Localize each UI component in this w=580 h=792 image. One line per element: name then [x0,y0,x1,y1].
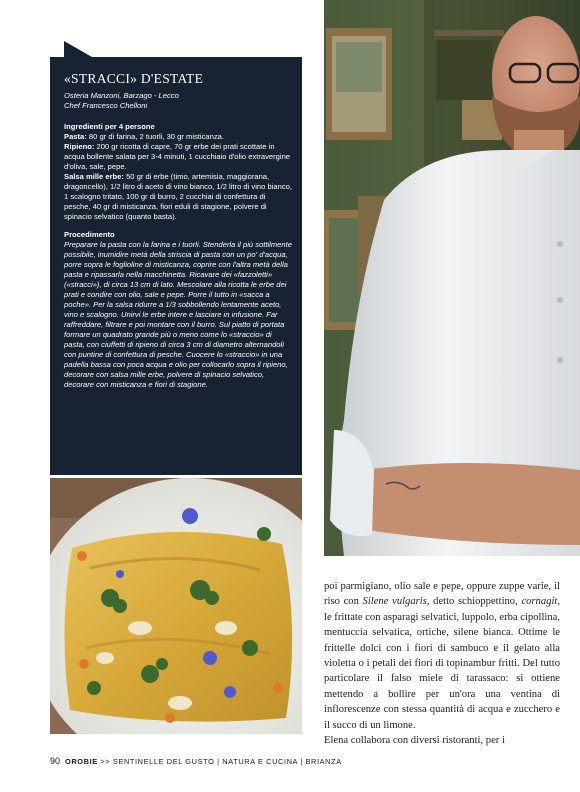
pasta-text: 80 gr di farina, 2 tuorli, 30 gr misticanza. [86,132,224,141]
page-footer [50,756,342,766]
article-paragraph-2: Elena collabora con diversi ristoranti, per i [324,735,505,747]
dish-photo-image [50,478,302,734]
ripieno-text: 200 gr ricotta di capre, 70 gr erbe dei prati scottate in acqua bollente salata per 3-4 minuti, 1 cucchiaio d'olio extravergine d'oliva, sale, pepe. [64,142,291,171]
chef-photo-image [324,0,580,556]
article-paragraph [324,579,560,733]
procedure-text: Preparare la pasta con la farina e i tuorli. Stenderla il più sottilmente possibile, inumidire metà della striscia di pasta con un po' d'acqua, porre sopra le foglioline di misticanza, coprire con l'altra metà della pasta e ripassarla nella macchinetta. Ricavare dei «fazzoletti» («stracci»), di circa 13 cm di lato. Mescolare alla ricotta le erbe dei prati e condire con olio, sale e pepe. Porre il tutto in «sacca a poche». Per la salsa ridurre a 1/3 sobbollendo lentamente aceto, vino e scalogno. Unirvi le erbe intere e lasciare in infusione. Far raffreddare, filtrare e poi montare con il burro. Sul piatto di portata formare un quadrato grande più o meno come lo «straccio» di pasta, con ciuffetti di ripieno di circa 3 cm di diametro alternandoli con puntine di confettura di pesche. Cuocere lo «straccio» in una padella bassa con poca acqua e olio per collocarlo sopra il ripieno, decorare con salsa mille erbe, polvere di spinacio selvatico, decorare con misticanza e fiori di stagione. [64,240,292,389]
recipe-box [50,57,302,475]
article-text: detto schioppettino, [429,596,522,608]
recipe-restaurant: Osteria Manzoni, Barzago - Lecco [64,91,179,100]
article-text: poi parmigiano, olio sale e pepe, oppure zuppe varie, il riso con [324,581,560,608]
ingredients-pasta [64,132,292,142]
procedure-heading: Procedimento [64,230,115,239]
article-text: le frittate con asparagi selvatici, luppolo, erba cipollina, mentuccia selvatica, ortiche, silene bianca. Ottime le frittelle dolci con i fiori di sambuco e il gelato alla violetta o i petali dei fiori di topinambur fritti. Del tutto particolare il falso miele di tarassaco: si ottiene mettendo a bollire per un'ora una ventina di inflorescenze con stessa quantità di acqua e zucchero e il succo di un limone. [324,611,560,731]
page-number: 90 [50,756,61,766]
magazine-brand: OROBIE [65,757,98,766]
chef-photo [324,0,580,556]
article-column [324,579,560,748]
ingredients-salsa [64,172,292,222]
recipe-tab [64,41,92,57]
salsa-text: 50 gr di erbe (timo, artemisia, maggiorana, dragoncello), 1/2 litro di aceto di vino bianco, 1/2 litro di vino bianco, 1 scalogno tritato, 100 gr di burro, 2 cucchiai di confettura di pesche, 40 gr di misticanza, fiori eduli di stagione, polvere di spinacio selvatico (quanto basta). [64,172,292,221]
pasta-label: Pasta: [64,132,87,141]
ripieno-label: Ripieno: [64,142,95,151]
footer-section: >> SENTINELLE DEL GUSTO | NATURA E CUCINA | BRIANZA [97,757,342,766]
salsa-label: Salsa mille erbe: [64,172,124,181]
ingredients-heading: Ingredienti per 4 persone [64,122,155,131]
dish-photo [50,478,302,734]
article-italic: cornagit, [521,596,560,608]
article-italic: Silene vulgaris, [362,596,430,608]
recipe-title: «STRACCI» D'ESTATE [64,71,204,86]
ingredients-ripieno [64,142,292,172]
recipe-chef: Chef Francesco Chelloni [64,101,148,110]
